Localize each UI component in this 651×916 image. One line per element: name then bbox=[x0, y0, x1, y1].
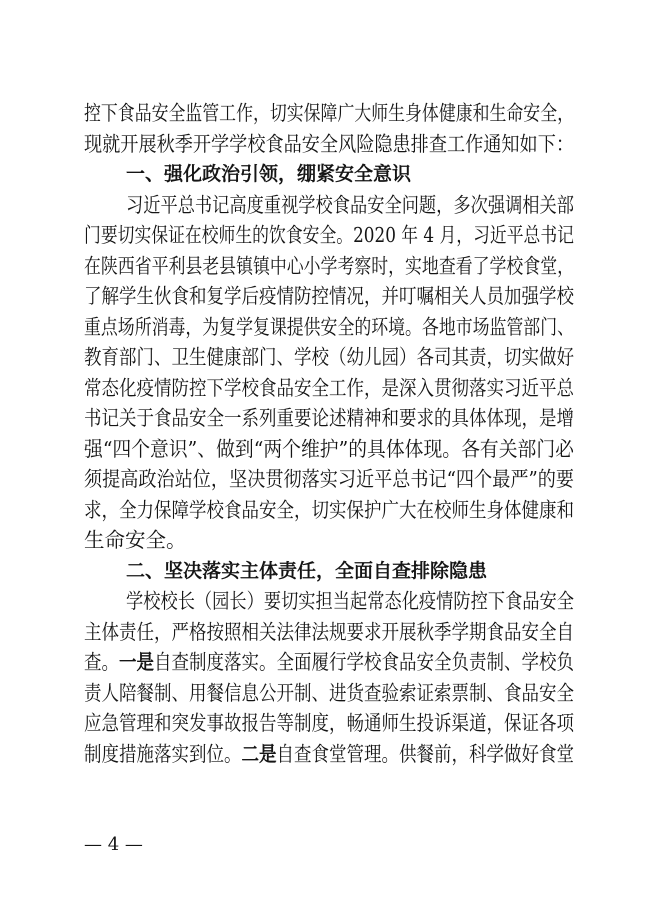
body-line: 责人陪餐制、用餐信息公开制、进货查验索证索票制、食品安全 bbox=[84, 680, 574, 705]
body-text: 制度措施落实到位。 bbox=[84, 741, 242, 766]
body-line: 书记关于食品安全一系列重要论述精神和要求的具体体现，是增 bbox=[84, 406, 574, 430]
body-line: 学校校长（园长）要切实担当起常态化疫情防控下食品安全 bbox=[126, 589, 574, 613]
body-line: 生命安全。 bbox=[84, 528, 187, 552]
section-heading-1: 一、强化政治引领，绷紧安全意识 bbox=[126, 163, 412, 185]
body-line-mixed bbox=[84, 647, 574, 678]
body-line: 教育部门、卫生健康部门、学校（幼儿园）各司其责，切实做好 bbox=[84, 345, 574, 369]
body-text: 自查食堂管理。供餐前，科学做好食堂 bbox=[276, 741, 574, 766]
bold-emphasis: 一是 bbox=[119, 650, 154, 674]
body-text: 查。 bbox=[84, 650, 119, 674]
page-number: — 4 — bbox=[84, 834, 143, 855]
body-line: 控下食品安全监管工作，切实保障广大师生身体健康和生命安全， bbox=[84, 101, 574, 125]
bold-emphasis: 二是 bbox=[241, 741, 277, 766]
body-line: 须提高政治站位，坚决贯彻落实习近平总书记“四个最严”的要 bbox=[84, 467, 574, 491]
body-line: 常态化疫情防控下学校食品安全工作，是深入贯彻落实习近平总 bbox=[84, 375, 574, 400]
body-line: 在陕西省平利县老县镇镇中心小学考察时，实地查看了学校食堂， bbox=[84, 253, 574, 278]
body-line: 门要切实保证在校师生的饮食安全。2020 年 4 月，习近平总书记 bbox=[84, 223, 574, 247]
body-text: 自查制度落实。全面履行学校食品安全负责制、学校负 bbox=[154, 650, 574, 674]
body-line: 习近平总书记高度重视学校食品安全问题，多次强调相关部 bbox=[126, 192, 574, 217]
body-line: 了解学生伙食和复学后疫情防控情况，并叮嘱相关人员加强学校 bbox=[84, 284, 574, 308]
body-line: 主体责任，严格按照相关法律法规要求开展秋季学期食品安全自 bbox=[84, 619, 574, 644]
body-line-mixed bbox=[84, 739, 574, 770]
body-line: 现就开展秋季开学学校食品安全风险隐患排查工作通知如下： bbox=[84, 131, 574, 156]
document-body bbox=[84, 98, 574, 769]
section-heading-2: 二、坚决落实主体责任，全面自查排除隐患 bbox=[126, 559, 488, 582]
body-line: 重点场所消毒，为复学复课提供安全的环境。各地市场监管部门、 bbox=[84, 314, 574, 339]
body-line: 强“四个意识”、做到“两个维护”的具体体现。各有关部门必 bbox=[84, 436, 574, 461]
body-line: 求，全力保障学校食品安全，切实保护广大在校师生身体健康和 bbox=[84, 497, 574, 522]
body-line: 应急管理和突发事故报告等制度，畅通师生投诉渠道，保证各项 bbox=[84, 711, 574, 735]
